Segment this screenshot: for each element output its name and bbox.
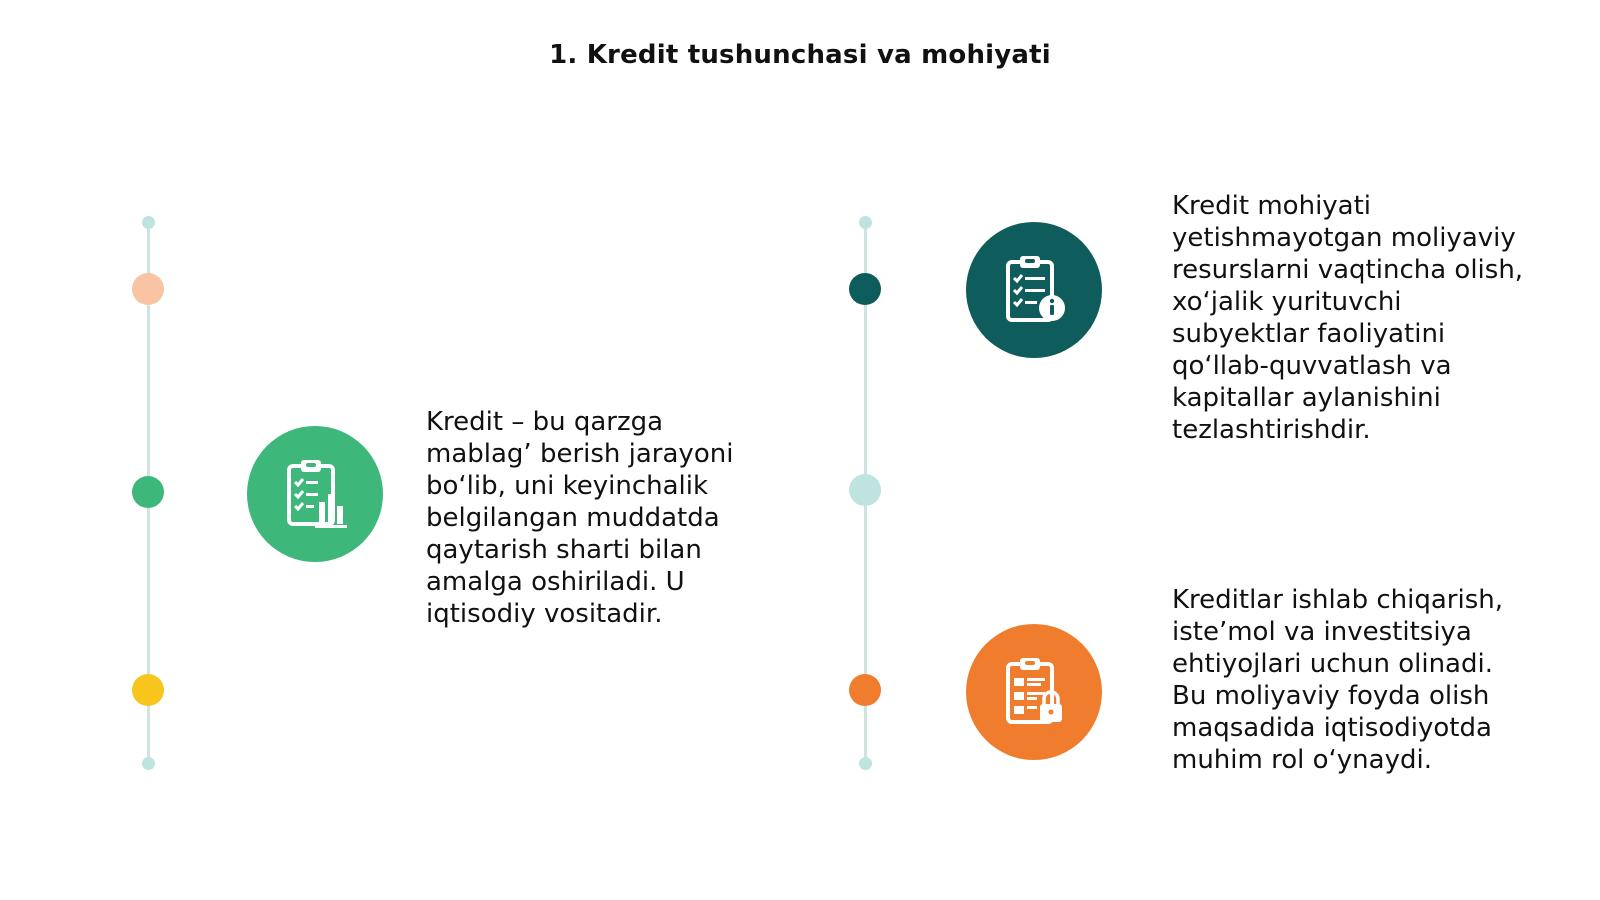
left-timeline-yellow-dot xyxy=(132,674,164,706)
orange-icon-circle xyxy=(966,624,1102,760)
left-timeline-green-dot xyxy=(132,476,164,508)
clipboard-lock-icon xyxy=(994,652,1074,732)
clipboard-info-icon xyxy=(994,250,1074,330)
right-timeline-teal-dot xyxy=(849,273,881,305)
right-timeline-mint-dot xyxy=(849,474,881,506)
left-timeline-end-dot xyxy=(142,757,155,770)
right-timeline-orange-dot xyxy=(849,674,881,706)
item-1-text: Kredit – bu qarzga mablag’ berish jarayoni bo‘lib, uni keyinchalik belgilangan muddatda qaytarish sharti bilan amalga oshiriladi. U iqtisodiy vositadir. xyxy=(426,407,734,629)
clipboard-chart-icon xyxy=(275,454,355,534)
right-timeline-end-dot xyxy=(859,757,872,770)
green-icon-circle xyxy=(247,426,383,562)
page-title: 1. Kredit tushunchasi va mohiyati xyxy=(549,40,1051,70)
item-2-text: Kredit mohiyati yetishmayotgan moliyaviy resurslarni vaqtincha olish, xo‘jalik yurituvchi subyektlar faoliyatini qo‘llab-quvvatlash va kapitallar aylanishini tezlashtirishdir. xyxy=(1172,191,1524,445)
left-timeline-start-dot xyxy=(142,216,155,229)
left-timeline-peach-dot xyxy=(132,273,164,305)
item-3-text: Kreditlar ishlab chiqarish, iste’mol va investitsiya ehtiyojlari uchun olinadi. Bu moliyaviy foyda olish maqsadida iqtisodiyotda muhim rol o‘ynaydi. xyxy=(1172,585,1504,775)
right-timeline-start-dot xyxy=(859,216,872,229)
teal-icon-circle xyxy=(966,222,1102,358)
